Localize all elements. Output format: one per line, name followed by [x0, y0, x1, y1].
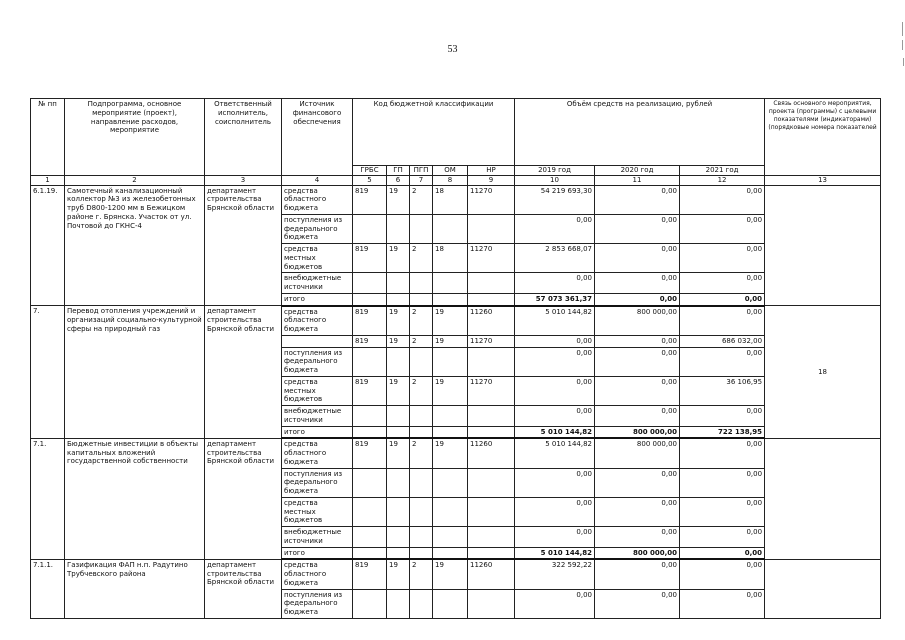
header-executor: Ответственный исполнитель, соисполнитель — [205, 99, 282, 176]
amount-2020: 0,00 — [595, 589, 680, 618]
funding-source: итого — [282, 547, 353, 559]
code-nr: 11260 — [468, 438, 515, 468]
header-2021: 2021 год — [680, 166, 765, 176]
code-nr — [468, 589, 515, 618]
header-grbs: ГРБС — [353, 166, 387, 176]
code-gp — [387, 527, 410, 548]
amount-2019: 5 010 144,82 — [515, 426, 595, 438]
code-gp — [387, 293, 410, 305]
code-om — [433, 497, 468, 526]
code-pgp: 2 — [410, 185, 433, 214]
code-grbs — [353, 497, 387, 526]
amount-2020: 0,00 — [595, 527, 680, 548]
column-number: 13 — [765, 175, 881, 185]
amount-2019: 5 010 144,82 — [515, 547, 595, 559]
code-gp — [387, 347, 410, 376]
row-number: 7.1. — [31, 438, 65, 559]
code-grbs — [353, 589, 387, 618]
table-row — [31, 306, 881, 336]
column-number: 12 — [680, 175, 765, 185]
code-pgp — [410, 589, 433, 618]
amount-2020: 0,00 — [595, 335, 680, 347]
code-om — [433, 527, 468, 548]
code-grbs — [353, 547, 387, 559]
column-number: 7 — [410, 175, 433, 185]
header-pgp: ПГП — [410, 166, 433, 176]
amount-2019: 5 010 144,82 — [515, 306, 595, 336]
code-om — [433, 589, 468, 618]
amount-2021: 0,00 — [680, 438, 765, 468]
indicator-link — [765, 438, 881, 559]
amount-2021: 0,00 — [680, 468, 765, 497]
amount-2020: 800 000,00 — [595, 426, 680, 438]
code-pgp — [410, 273, 433, 294]
header-budget-code: Код бюджетной классификации — [353, 99, 515, 166]
executor: департамент строительства Брянской области — [205, 559, 282, 618]
funding-source — [282, 335, 353, 347]
code-gp: 19 — [387, 185, 410, 214]
amount-2020: 800 000,00 — [595, 438, 680, 468]
amount-2020: 0,00 — [595, 244, 680, 273]
amount-2019: 0,00 — [515, 527, 595, 548]
program-name: Самотечный канализационный коллектор №3 из железобетонных труб D800-1200 мм в Бежицком районе г. Брянска. Участок от ул. Почтовой до ГКНС-4 — [65, 185, 205, 306]
amount-2020: 0,00 — [595, 497, 680, 526]
header-gp: ГП — [387, 166, 410, 176]
funding-source: поступления из федерального бюджета — [282, 468, 353, 497]
amount-2020: 800 000,00 — [595, 306, 680, 336]
indicator-link — [765, 559, 881, 618]
code-nr — [468, 497, 515, 526]
code-gp — [387, 589, 410, 618]
code-gp: 19 — [387, 438, 410, 468]
code-nr: 11260 — [468, 306, 515, 336]
amount-2021: 0,00 — [680, 547, 765, 559]
code-om: 19 — [433, 335, 468, 347]
code-grbs: 819 — [353, 185, 387, 214]
amount-2020: 0,00 — [595, 214, 680, 243]
header-no: № пп — [31, 99, 65, 176]
code-grbs: 819 — [353, 559, 387, 589]
column-number: 2 — [65, 175, 205, 185]
code-nr — [468, 293, 515, 305]
amount-2020: 800 000,00 — [595, 547, 680, 559]
amount-2020: 0,00 — [595, 406, 680, 427]
amount-2021: 0,00 — [680, 497, 765, 526]
code-grbs — [353, 527, 387, 548]
program-name: Газификация ФАП н.п. Радутино Трубчевского района — [65, 559, 205, 618]
code-gp — [387, 426, 410, 438]
amount-2020: 0,00 — [595, 468, 680, 497]
row-number: 7.1.1. — [31, 559, 65, 618]
code-om: 18 — [433, 244, 468, 273]
code-grbs: 819 — [353, 376, 387, 405]
amount-2019: 0,00 — [515, 376, 595, 405]
amount-2019: 0,00 — [515, 335, 595, 347]
amount-2021: 0,00 — [680, 589, 765, 618]
code-grbs — [353, 406, 387, 427]
code-gp — [387, 497, 410, 526]
column-number: 5 — [353, 175, 387, 185]
funding-source: поступления из федерального бюджета — [282, 589, 353, 618]
code-grbs — [353, 468, 387, 497]
funding-source: итого — [282, 293, 353, 305]
amount-2019: 0,00 — [515, 273, 595, 294]
code-om — [433, 468, 468, 497]
amount-2019: 0,00 — [515, 497, 595, 526]
amount-2021: 0,00 — [680, 293, 765, 305]
amount-2019: 57 073 361,37 — [515, 293, 595, 305]
amount-2020: 0,00 — [595, 376, 680, 405]
code-gp — [387, 547, 410, 559]
code-nr — [468, 547, 515, 559]
scan-mark — [902, 22, 903, 36]
code-gp — [387, 214, 410, 243]
budget-table — [30, 98, 881, 619]
code-nr: 11260 — [468, 559, 515, 589]
code-gp — [387, 273, 410, 294]
indicator-link: 18 — [765, 306, 881, 439]
code-pgp: 2 — [410, 438, 433, 468]
funding-source: средства областного бюджета — [282, 185, 353, 214]
header-program: Подпрограмма, основное мероприятие (проект), направление расходов, мероприятие — [65, 99, 205, 176]
code-nr — [468, 468, 515, 497]
code-nr: 11270 — [468, 376, 515, 405]
amount-2019: 2 853 668,07 — [515, 244, 595, 273]
code-pgp — [410, 547, 433, 559]
code-om: 19 — [433, 559, 468, 589]
column-number: 1 — [31, 175, 65, 185]
executor: департамент строительства Брянской области — [205, 438, 282, 559]
column-number: 9 — [468, 175, 515, 185]
amount-2020: 0,00 — [595, 185, 680, 214]
amount-2021: 0,00 — [680, 244, 765, 273]
table-row — [31, 185, 881, 214]
funding-source: поступления из федерального бюджета — [282, 214, 353, 243]
code-om — [433, 214, 468, 243]
amount-2021: 0,00 — [680, 406, 765, 427]
column-number: 8 — [433, 175, 468, 185]
amount-2020: 0,00 — [595, 347, 680, 376]
code-pgp — [410, 426, 433, 438]
code-om — [433, 426, 468, 438]
amount-2020: 0,00 — [595, 559, 680, 589]
code-nr: 11270 — [468, 185, 515, 214]
amount-2019: 54 219 693,30 — [515, 185, 595, 214]
funding-source: внебюджетные источники — [282, 406, 353, 427]
code-gp: 19 — [387, 244, 410, 273]
funding-source: средства местных бюджетов — [282, 497, 353, 526]
code-gp — [387, 406, 410, 427]
code-grbs — [353, 293, 387, 305]
code-grbs: 819 — [353, 306, 387, 336]
code-gp: 19 — [387, 306, 410, 336]
amount-2021: 722 138,95 — [680, 426, 765, 438]
code-nr: 11270 — [468, 244, 515, 273]
column-number: 11 — [595, 175, 680, 185]
code-gp — [387, 468, 410, 497]
scan-mark — [903, 58, 904, 66]
code-pgp — [410, 293, 433, 305]
code-nr: 11270 — [468, 335, 515, 347]
code-grbs — [353, 273, 387, 294]
code-pgp: 2 — [410, 376, 433, 405]
code-om — [433, 273, 468, 294]
code-nr — [468, 273, 515, 294]
code-pgp: 2 — [410, 559, 433, 589]
code-nr — [468, 214, 515, 243]
amount-2021: 0,00 — [680, 347, 765, 376]
table-row — [31, 559, 881, 589]
header-nr: НР — [468, 166, 515, 176]
funding-source: средства областного бюджета — [282, 559, 353, 589]
code-om — [433, 293, 468, 305]
code-pgp — [410, 497, 433, 526]
row-number: 7. — [31, 306, 65, 439]
code-nr — [468, 347, 515, 376]
code-om: 19 — [433, 438, 468, 468]
funding-source: поступления из федерального бюджета — [282, 347, 353, 376]
code-grbs: 819 — [353, 335, 387, 347]
header-volume: Объём средств на реализацию, рублей — [515, 99, 765, 166]
amount-2020: 0,00 — [595, 273, 680, 294]
funding-source: внебюджетные источники — [282, 273, 353, 294]
page-number: 53 — [447, 44, 458, 55]
amount-2021: 36 106,95 — [680, 376, 765, 405]
code-om: 18 — [433, 185, 468, 214]
funding-source: средства областного бюджета — [282, 438, 353, 468]
amount-2020: 0,00 — [595, 293, 680, 305]
amount-2021: 0,00 — [680, 273, 765, 294]
code-gp: 19 — [387, 335, 410, 347]
header-source: Источник финансового обеспечения — [282, 99, 353, 176]
header-link: Связь основного мероприятия, проекта (программы) с целевыми показателями (индикаторами) (порядковые номера показателей — [765, 99, 881, 176]
indicator-link — [765, 185, 881, 306]
code-om — [433, 347, 468, 376]
code-pgp — [410, 527, 433, 548]
code-nr — [468, 527, 515, 548]
header-om: ОМ — [433, 166, 468, 176]
funding-source: средства областного бюджета — [282, 306, 353, 336]
funding-source: итого — [282, 426, 353, 438]
header-2019: 2019 год — [515, 166, 595, 176]
amount-2021: 0,00 — [680, 306, 765, 336]
column-number: 6 — [387, 175, 410, 185]
column-number: 3 — [205, 175, 282, 185]
code-om: 19 — [433, 376, 468, 405]
code-pgp: 2 — [410, 244, 433, 273]
code-grbs: 819 — [353, 438, 387, 468]
funding-source: средства местных бюджетов — [282, 376, 353, 405]
column-number: 4 — [282, 175, 353, 185]
amount-2021: 686 032,00 — [680, 335, 765, 347]
code-nr — [468, 426, 515, 438]
amount-2021: 0,00 — [680, 214, 765, 243]
table-row — [31, 438, 881, 468]
code-gp: 19 — [387, 559, 410, 589]
row-number: 6.1.19. — [31, 185, 65, 306]
program-name: Перевод отопления учреждений и организаций социально-культурной сферы на природный газ — [65, 306, 205, 439]
amount-2019: 5 010 144,82 — [515, 438, 595, 468]
code-om: 19 — [433, 306, 468, 336]
amount-2019: 0,00 — [515, 214, 595, 243]
code-om — [433, 406, 468, 427]
code-grbs — [353, 426, 387, 438]
code-pgp — [410, 214, 433, 243]
funding-source: средства местных бюджетов — [282, 244, 353, 273]
code-gp: 19 — [387, 376, 410, 405]
code-pgp: 2 — [410, 335, 433, 347]
funding-source: внебюджетные источники — [282, 527, 353, 548]
code-grbs — [353, 214, 387, 243]
code-om — [433, 547, 468, 559]
header-2020: 2020 год — [595, 166, 680, 176]
amount-2019: 0,00 — [515, 589, 595, 618]
amount-2019: 0,00 — [515, 347, 595, 376]
code-grbs — [353, 347, 387, 376]
executor: департамент строительства Брянской области — [205, 185, 282, 306]
amount-2019: 0,00 — [515, 468, 595, 497]
code-grbs: 819 — [353, 244, 387, 273]
amount-2021: 0,00 — [680, 527, 765, 548]
program-name: Бюджетные инвестиции в объекты капитальных вложений государственной собственности — [65, 438, 205, 559]
amount-2021: 0,00 — [680, 185, 765, 214]
code-pgp: 2 — [410, 306, 433, 336]
scan-mark — [902, 40, 903, 50]
amount-2019: 0,00 — [515, 406, 595, 427]
code-nr — [468, 406, 515, 427]
code-pgp — [410, 468, 433, 497]
amount-2019: 322 592,22 — [515, 559, 595, 589]
executor: департамент строительства Брянской области — [205, 306, 282, 439]
code-pgp — [410, 406, 433, 427]
amount-2021: 0,00 — [680, 559, 765, 589]
column-number: 10 — [515, 175, 595, 185]
code-pgp — [410, 347, 433, 376]
